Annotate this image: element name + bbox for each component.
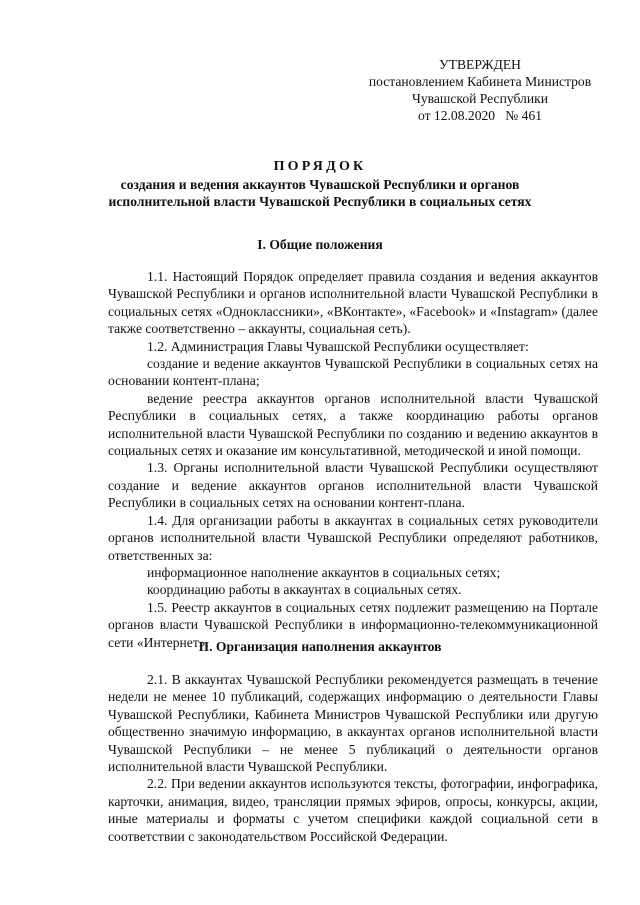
paragraph: 1.2. Администрация Главы Чувашской Республики осуществляет: xyxy=(147,338,529,354)
section-1-body xyxy=(108,268,598,651)
paragraph: 2.2. При ведении аккаунтов используются тексты, фотографии, инфографика, карточки, анимация, видео, трансляции прямых эфиров, опросы, конкурсы, акции, иные материалы и форматы с учетом специфики каждой социальной сети в соответствии с законодательством Российской Федерации. xyxy=(108,776,598,844)
section-2-heading: II. Организация наполнения аккаунтов xyxy=(198,639,442,654)
section-1-heading: I. Общие положения xyxy=(257,237,383,252)
paragraph: 2.1. В аккаунтах Чувашской Республики рекомендуется размещать в течение недели не менее 10 публикаций, содержащих информацию о деятельности Главы Чувашской Республики, Кабинета Министров Чувашской Республики или другую общественно значимую информацию, в аккаунтах органов исполнительной власти Чувашской Республики – не менее 5 публикаций о деятельности органов исполнительной власти Чувашской Республики. xyxy=(108,672,598,775)
paragraph: информационное наполнение аккаунтов в социальных сетях; xyxy=(147,564,501,580)
paragraph: 1.5. Реестр аккаунтов в социальных сетях подлежит размещению на Портале органов власти Чувашской Республики в информационно-телекоммуникационной сети «Интернет». xyxy=(108,599,598,650)
paragraph: создание и ведение аккаунтов Чувашской Республики в социальных сетях на основании контент-плана; xyxy=(108,356,598,389)
approval-republic: Чувашской Республики xyxy=(412,91,548,106)
title-line-1: создания и ведения аккаунтов Чувашской Республики и органов xyxy=(120,176,520,192)
title-word: ПОРЯДОК xyxy=(273,159,367,174)
approval-date-number: от 12.08.2020 № 461 xyxy=(417,108,543,123)
approval-issuer: постановлением Кабинета Министров xyxy=(368,74,592,89)
paragraph: координацию работы в аккаунтах в социальных сетях. xyxy=(147,582,462,598)
paragraph: 1.3. Органы исполнительной власти Чувашской Республики осуществляют создание и ведение аккаунтов органов исполнительной власти Чувашской Республики в социальных сетях на основании контент-плана. xyxy=(108,460,598,511)
paragraph: ведение реестра аккаунтов органов исполнительной власти Чувашской Республики в социальных сетях, а также координацию работы органов исполнительной власти Чувашской Республики по созданию и ведению аккаунтов в социальных сетях и оказание им консультативной, методической и иной помощи. xyxy=(108,390,598,459)
approval-label: УТВЕРЖДЕН xyxy=(439,57,521,72)
paragraph: 1.4. Для организации работы в аккаунтах в социальных сетях руководители органов исполнительной власти Чувашской Республики определяют работников, ответственных за: xyxy=(108,512,598,563)
section-2-body xyxy=(108,671,598,845)
title-line-2: исполнительной власти Чувашской Республики в социальных сетях xyxy=(108,194,532,209)
paragraph: 1.1. Настоящий Порядок определяет правила создания и ведения аккаунтов Чувашской Республики и органов исполнительной власти Чувашской Республики в социальных сетях «Одноклассники», «ВКонтакте», «Facebook» и «Instagram» (далее также соответственно – аккаунты, социальная сеть). xyxy=(108,269,598,337)
document-title xyxy=(60,158,580,211)
approval-stamp xyxy=(360,56,600,124)
